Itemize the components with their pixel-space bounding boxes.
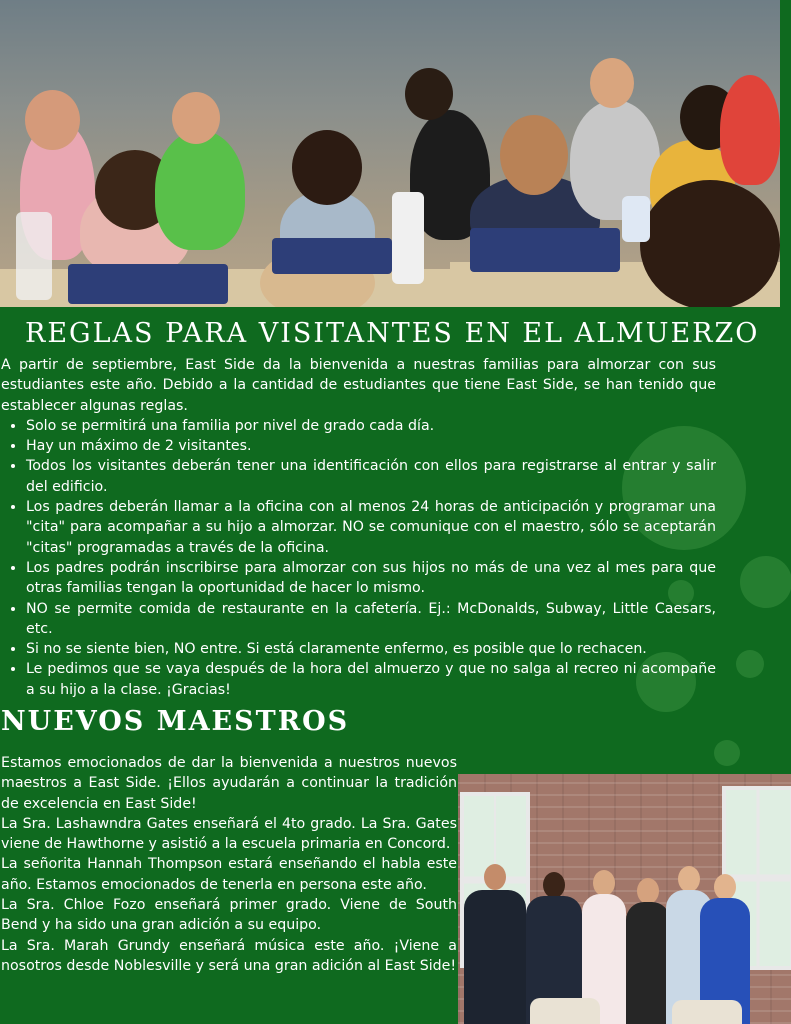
visitors-intro: A partir de septiembre, East Side da la bienvenida a nuestras familias para almorzar con sus estudiantes este año. Debido a la cantidad de estudiantes que tiene East Side, se han tenido que establecer algunas reglas. bbox=[1, 357, 716, 414]
teachers-paragraph: La Sra. Lashawndra Gates enseñará el 4to grado. La Sra. Gates viene de Hawthorne y asistió a la escuela primaria en Concord. bbox=[1, 815, 457, 853]
student-head bbox=[590, 58, 634, 108]
lunch-tray bbox=[68, 264, 228, 304]
teacher-figure bbox=[626, 878, 670, 1024]
student bbox=[155, 130, 245, 250]
teachers-paragraph: La Sra. Marah Grundy enseñará música este año. ¡Viene a nosotros desde Noblesville y será una gran adición al East Side! bbox=[1, 937, 457, 974]
water-bottle bbox=[16, 212, 52, 300]
teachers-paragraph: La Sra. Chloe Fozo enseñará primer grado. Viene de South Bend y ha sido una gran adición a su equipo. bbox=[1, 897, 457, 934]
visitors-rules-list bbox=[1, 416, 716, 700]
rule-item: • Si no se siente bien, NO entre. Si está claramente enfermo, es posible que lo rechacen. bbox=[26, 639, 716, 659]
teachers-paragraph: Estamos emocionados de dar la bienvenida a nuestros nuevos maestros a East Side. ¡Ellos ayudarán a continuar la tradición de excelencia en East Side! bbox=[1, 755, 457, 812]
lunch-tray bbox=[272, 238, 392, 274]
student-head bbox=[500, 115, 568, 195]
rule-item: • Hay un máximo de 2 visitantes. bbox=[26, 436, 716, 456]
cafeteria-photo bbox=[0, 0, 780, 307]
rule-item: • Le pedimos que se vaya después de la hora del almuerzo y que no salga al recreo ni acompañe a su hijo a la clase. ¡Gracias! bbox=[26, 659, 716, 700]
chair bbox=[672, 1000, 742, 1024]
decor-bubble bbox=[740, 556, 791, 608]
milk-carton bbox=[622, 196, 650, 242]
rule-item: • Todos los visitantes deberán tener una identificación con ellos para registrarse al entrar y salir del edificio. bbox=[26, 456, 716, 497]
lunch-tray bbox=[470, 228, 620, 272]
decor-bubble bbox=[736, 650, 764, 678]
student-head bbox=[405, 68, 453, 120]
rule-item: • Solo se permitirá una familia por nivel de grado cada día. bbox=[26, 416, 716, 436]
student-head bbox=[172, 92, 220, 144]
teachers-body bbox=[1, 753, 457, 976]
chair bbox=[530, 998, 600, 1024]
student-head bbox=[25, 90, 80, 150]
rule-item: • NO se permite comida de restaurante en la cafetería. Ej.: McDonalds, Subway, Little Caesars, etc. bbox=[26, 599, 716, 640]
teachers-photo bbox=[458, 774, 791, 1024]
student-head bbox=[640, 180, 780, 307]
teacher-figure bbox=[464, 864, 526, 1024]
decor-bubble bbox=[714, 740, 740, 766]
student-head bbox=[292, 130, 362, 205]
rule-item: • Los padres podrán inscribirse para almorzar con sus hijos no más de una vez al mes para que otras familias tengan la oportunidad de hacer lo mismo. bbox=[26, 558, 716, 599]
student bbox=[720, 75, 780, 185]
rule-item: • Los padres deberán llamar a la oficina con al menos 24 horas de anticipación y programar una "cita" para acompañar a su hijo a almorzar. NO se comunique con el maestro, sólo se aceptarán "citas" programadas a través de la oficina. bbox=[26, 497, 716, 558]
visitors-body bbox=[1, 355, 716, 700]
teachers-title: NUEVOS MAESTROS bbox=[1, 706, 350, 737]
water-bottle bbox=[392, 192, 424, 284]
teachers-paragraph: La señorita Hannah Thompson estará enseñando el habla este año. Estamos emocionados de tenerla en persona este año. bbox=[1, 856, 457, 893]
visitors-title: REGLAS PARA VISITANTES EN EL ALMUERZO bbox=[25, 318, 760, 349]
